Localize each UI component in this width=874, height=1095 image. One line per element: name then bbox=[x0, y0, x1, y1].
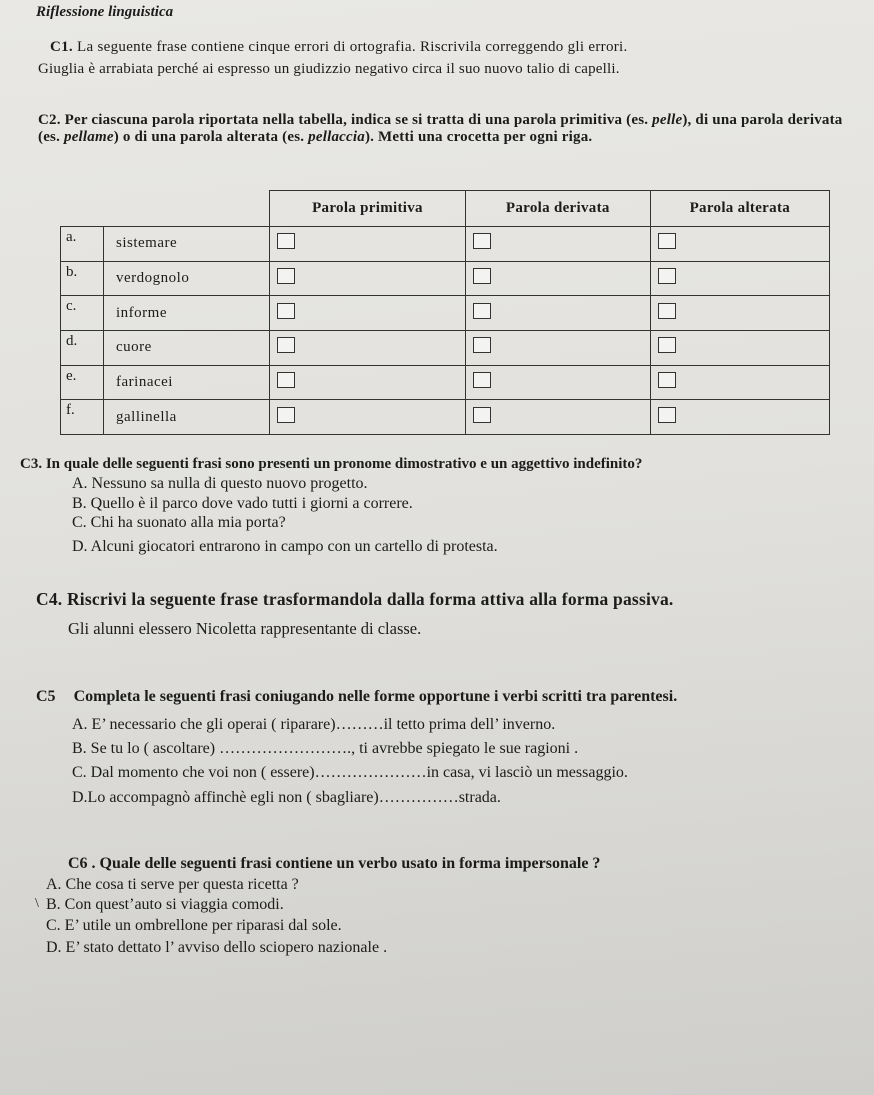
word-classification-table bbox=[60, 190, 830, 435]
cell-primitiva bbox=[270, 261, 466, 296]
c5-option-a: A. E’ necessario che gli operai ( riparare)………il tetto prima dell’ inverno. bbox=[72, 716, 556, 733]
c5-number: C5 bbox=[36, 688, 56, 705]
row-word: sistemare bbox=[104, 227, 270, 262]
row-word: verdognolo bbox=[104, 261, 270, 296]
c1-number: C1. bbox=[50, 39, 73, 55]
c6-prompt: C6 . Quale delle seguenti frasi contiene un verbo usato in forma impersonale ? bbox=[68, 855, 601, 872]
cell-derivata bbox=[465, 330, 650, 365]
cell-derivata bbox=[465, 261, 650, 296]
c5-option-d: D.Lo accompagnò affinchè egli non ( sbagliare)……………strada. bbox=[72, 789, 501, 806]
c2-prompt: C2. Per ciascuna parola riportata nella tabella, indica se si tratta di una parola primitiva (es. pelle), di una parola derivata (es. pellame) o di una parola alterata (es. pellaccia). Metti una crocetta per ogni riga. bbox=[38, 112, 843, 145]
c6-option-c[interactable]: C. E’ utile un ombrellone per riparasi dal sole. bbox=[46, 917, 342, 934]
cell-alterata bbox=[650, 227, 829, 262]
c4-sentence: Gli alunni elessero Nicoletta rappresentante di classe. bbox=[68, 619, 422, 638]
row-letter: f. bbox=[61, 400, 104, 435]
c3-option-c[interactable]: C. Chi ha suonato alla mia porta? bbox=[72, 514, 286, 531]
table-row bbox=[61, 261, 830, 296]
checkbox-alterata[interactable] bbox=[658, 372, 676, 388]
row-letter: e. bbox=[61, 365, 104, 400]
c1-prompt-text: La seguente frase contiene cinque errori di ortografia. Riscrivila correggendo gli errori. bbox=[77, 39, 628, 55]
c5-prompt-text: Completa le seguenti frasi coniugando nelle forme opportune i verbi scritti tra parentesi. bbox=[73, 688, 678, 705]
checkbox-alterata[interactable] bbox=[658, 268, 676, 284]
c1-prompt bbox=[50, 39, 628, 56]
row-word: farinacei bbox=[104, 365, 270, 400]
table-row bbox=[61, 365, 830, 400]
checkbox-primitiva[interactable] bbox=[277, 337, 295, 353]
cell-primitiva bbox=[270, 365, 466, 400]
cell-alterata bbox=[650, 365, 829, 400]
table-row bbox=[61, 400, 830, 435]
cell-primitiva bbox=[270, 296, 466, 331]
c5-option-b: B. Se tu lo ( ascoltare) ……………………., ti avrebbe spiegato le sue ragioni . bbox=[72, 740, 579, 757]
c6-option-b[interactable]: B. Con quest’auto si viaggia comodi. bbox=[46, 896, 284, 913]
checkbox-derivata[interactable] bbox=[473, 233, 491, 249]
c3-prompt: C3. In quale delle seguenti frasi sono presenti un pronome dimostrativo e un aggettivo indefinito? bbox=[20, 456, 643, 472]
header-alterata: Parola alterata bbox=[650, 191, 829, 227]
row-letter: c. bbox=[61, 296, 104, 331]
c5-option-c: C. Dal momento che voi non ( essere)…………………in casa, vi lasciò un messaggio. bbox=[72, 764, 628, 781]
header-primitiva: Parola primitiva bbox=[270, 191, 466, 227]
row-letter: b. bbox=[61, 261, 104, 296]
page-title: Riflessione linguistica bbox=[36, 4, 174, 20]
checkbox-primitiva[interactable] bbox=[277, 372, 295, 388]
checkbox-alterata[interactable] bbox=[658, 233, 676, 249]
handwritten-check-mark: \ bbox=[35, 896, 39, 911]
cell-primitiva bbox=[270, 400, 466, 435]
row-word: informe bbox=[104, 296, 270, 331]
c6-option-d[interactable]: D. E’ stato dettato l’ avviso dello sciopero nazionale . bbox=[46, 939, 388, 956]
cell-alterata bbox=[650, 330, 829, 365]
cell-derivata bbox=[465, 227, 650, 262]
table-header-row bbox=[61, 191, 830, 227]
c4-prompt: C4. Riscrivi la seguente frase trasformandola dalla forma attiva alla forma passiva. bbox=[36, 589, 674, 609]
cell-alterata bbox=[650, 261, 829, 296]
checkbox-derivata[interactable] bbox=[473, 407, 491, 423]
c3-option-b[interactable]: B. Quello è il parco dove vado tutti i giorni a correre. bbox=[72, 495, 413, 512]
checkbox-derivata[interactable] bbox=[473, 372, 491, 388]
cell-alterata bbox=[650, 400, 829, 435]
cell-primitiva bbox=[270, 330, 466, 365]
cell-alterata bbox=[650, 296, 829, 331]
checkbox-derivata[interactable] bbox=[473, 303, 491, 319]
c3-option-d[interactable]: D. Alcuni giocatori entrarono in campo con un cartello di protesta. bbox=[72, 538, 498, 555]
checkbox-alterata[interactable] bbox=[658, 407, 676, 423]
c3-option-a[interactable]: A. Nessuno sa nulla di questo nuovo progetto. bbox=[72, 475, 368, 492]
table-row bbox=[61, 227, 830, 262]
checkbox-primitiva[interactable] bbox=[277, 303, 295, 319]
row-letter: a. bbox=[61, 227, 104, 262]
checkbox-primitiva[interactable] bbox=[277, 268, 295, 284]
checkbox-alterata[interactable] bbox=[658, 303, 676, 319]
checkbox-primitiva[interactable] bbox=[277, 407, 295, 423]
cell-primitiva bbox=[270, 227, 466, 262]
cell-derivata bbox=[465, 400, 650, 435]
c5-prompt bbox=[36, 688, 677, 706]
checkbox-derivata[interactable] bbox=[473, 337, 491, 353]
table-corner bbox=[61, 191, 270, 227]
row-word: cuore bbox=[104, 330, 270, 365]
c1-sentence: Giuglia è arrabiata perché ai espresso un giudizzio negativo circa il suo nuovo talio di capelli. bbox=[38, 61, 620, 77]
checkbox-derivata[interactable] bbox=[473, 268, 491, 284]
c6-option-a[interactable]: A. Che cosa ti serve per questa ricetta ? bbox=[46, 876, 299, 893]
header-derivata: Parola derivata bbox=[465, 191, 650, 227]
cell-derivata bbox=[465, 296, 650, 331]
row-letter: d. bbox=[61, 330, 104, 365]
cell-derivata bbox=[465, 365, 650, 400]
checkbox-primitiva[interactable] bbox=[277, 233, 295, 249]
table-row bbox=[61, 330, 830, 365]
row-word: gallinella bbox=[104, 400, 270, 435]
table-row bbox=[61, 296, 830, 331]
checkbox-alterata[interactable] bbox=[658, 337, 676, 353]
